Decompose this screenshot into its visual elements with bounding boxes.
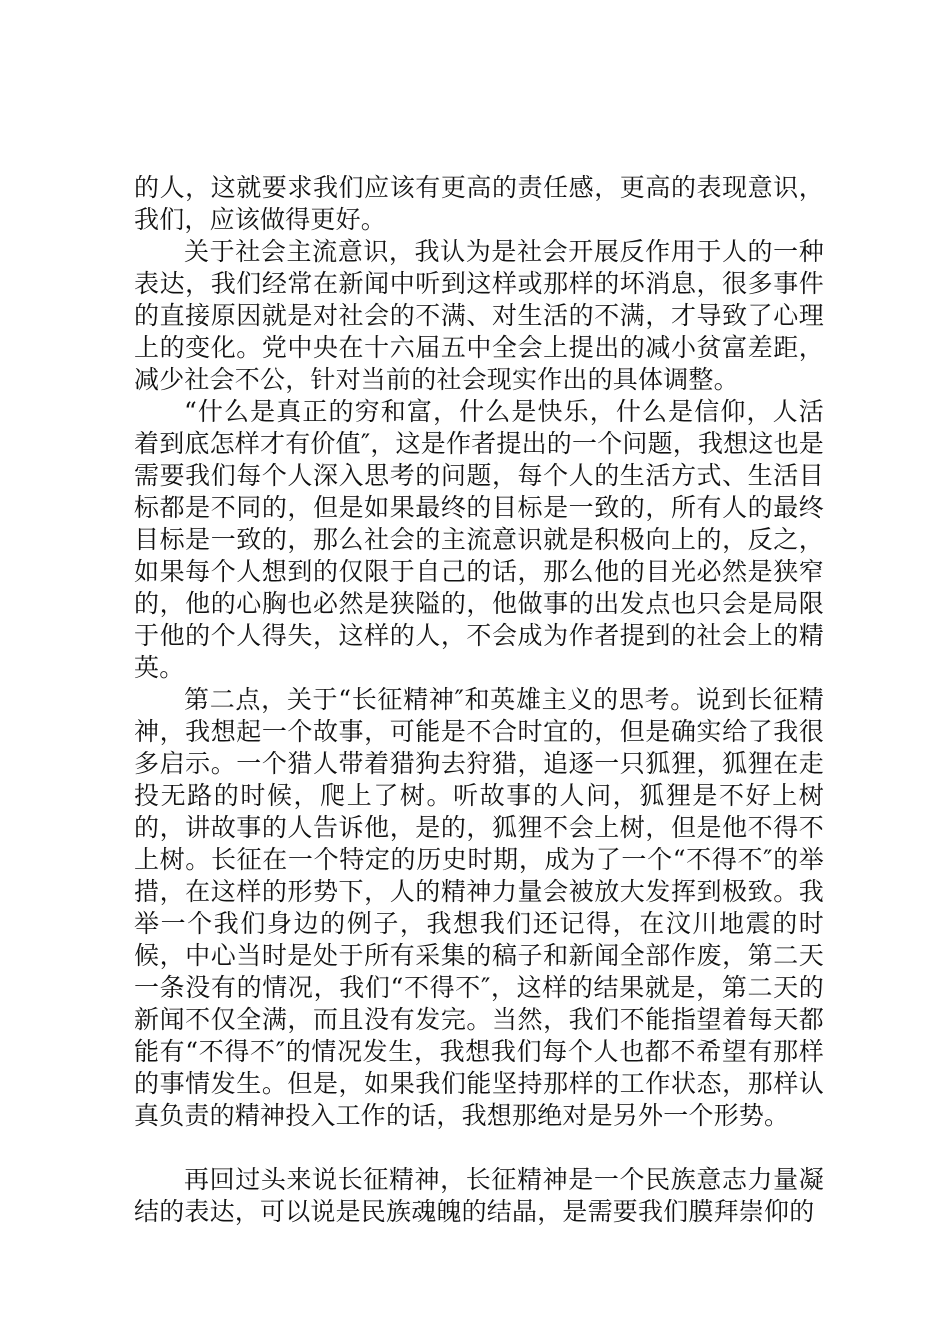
paragraph-long-march-spirit: 第二点，关于“长征精神″和英雄主义的思考。说到长征精神，我想起一个故事，可能是不合时宜的，但是确实给了我很多启示。一个猎人带着猎狗去狩猎，追逐一只狐狸，狐狸在走投无路的时候，爬上了树。听故事的人问，狐狸是不好上树的，讲故事的人告诉他，是的，狐狸不会上树，但是他不得不上树。长征在一个特定的历史时期，成为了一个“不得不″的举措，在这样的形势下，人的精神力量会被放大发挥到极致。我举一个我们身边的例子，我想我们还记得，在汶川地震的时候，中心当时是处于所有采集的稿子和新闻全部作废，第二天一条没有的情况，我们“不得不″，这样的结果就是，第二天的新闻不仅全满，而且没有发完。当然，我们不能指望着每天都能有“不得不″的情况发生，我想我们每个人也都不希望有那样的事情发生。但是，如果我们能坚持那样的工作状态，那样认真负责的精神投入工作的话，我想那绝对是另外一个形势。 (134, 685, 824, 1130)
paragraph-rich-and-poor: “什么是真正的穷和富，什么是快乐，什么是信仰，人活着到底怎样才有价值″，这是作者提出的一个问题，我想这也是需要我们每个人深入思考的问题，每个人的生活方式、生活目标都是不同的，但是如果最终的目标是一致的，所有人的最终目标是一致的，那么社会的主流意识就是积极向上的，反之，如果每个人想到的仅限于自己的话，那么他的目光必然是狭窄的，他的心胸也必然是狭隘的，他做事的出发点也只会是局限于他的个人得失，这样的人，不会成为作者提到的社会上的精英。 (134, 397, 824, 682)
paragraph-return-to-long-march: 再回过头来说长征精神，长征精神是一个民族意志力量凝结的表达，可以说是民族魂魄的结晶，是需要我们膜拜崇仰的 (134, 1165, 824, 1226)
document-body (134, 172, 824, 1228)
paragraph-continuation: 的人，这就要求我们应该有更高的责任感，更高的表现意识，我们，应该做得更好。 (134, 173, 824, 234)
paragraph-mainstream-awareness: 关于社会主流意识，我认为是社会开展反作用于人的一种表达，我们经常在新闻中听到这样或那样的坏消息，很多事件的直接原因就是对社会的不满、对生活的不满，才导致了心理上的变化。党中央在十六届五中全会上提出的减小贫富差距，减少社会不公，针对当前的社会现实作出的具体调整。 (134, 237, 824, 394)
